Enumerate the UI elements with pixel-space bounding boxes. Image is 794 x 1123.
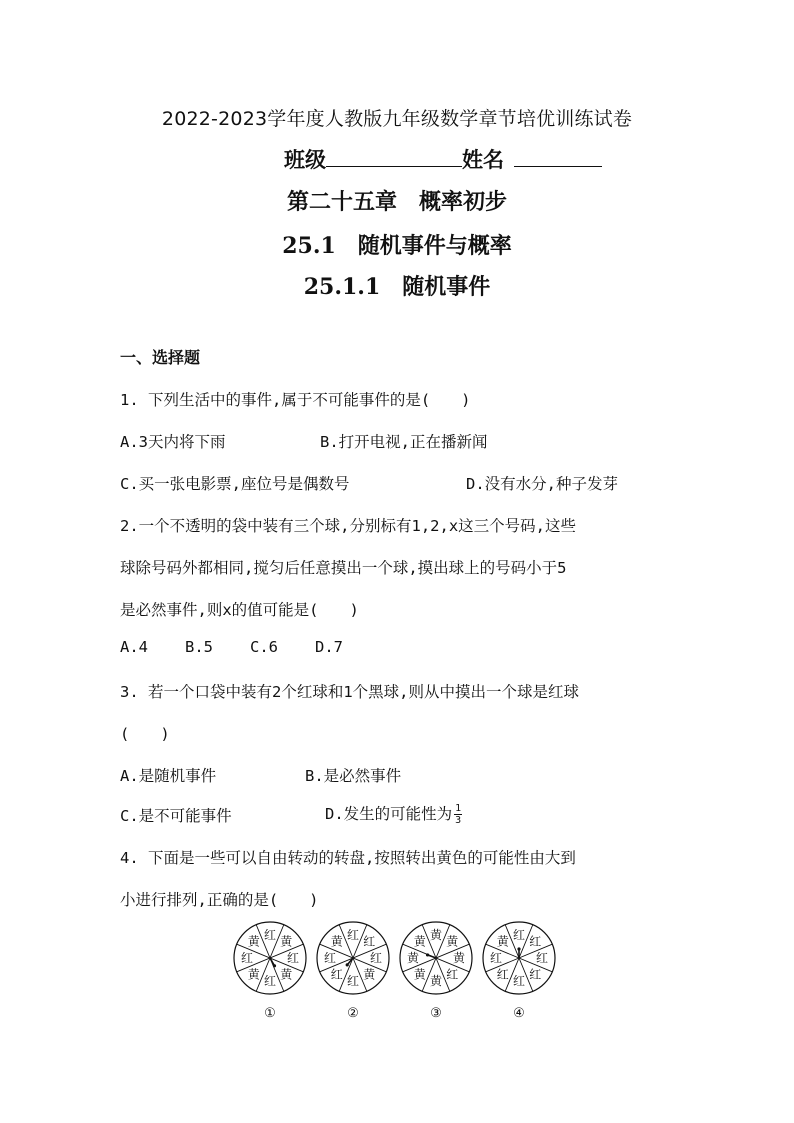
question-3-option-d-text: D.发生的可能性为 [325, 805, 453, 823]
question-3-stem-line-1: 3. 若一个口袋中装有2个红球和1个黑球,则从中摸出一个球是红球 [120, 683, 579, 701]
wheel-number-label: ② [347, 1006, 359, 1021]
section-title: 25.1 随机事件与概率 [282, 233, 512, 259]
section-label: 一、选择题 [120, 348, 201, 367]
wheel-sector-label: 黄 [429, 927, 443, 942]
wheel-sector-label: 红 [512, 927, 526, 942]
wheel-sector-label: 红 [363, 934, 376, 949]
question-3-option-a: A.是随机事件 [120, 767, 217, 785]
question-1-option-a: A.3天内将下雨 [120, 433, 226, 451]
question-2-option-c: C.6 [250, 638, 278, 656]
wheel-pointer-tip [426, 953, 429, 956]
wheel-sector-label: 红 [529, 934, 542, 949]
wheel-number-label: ③ [430, 1006, 442, 1021]
spinner-wheel-1 [234, 922, 306, 1021]
question-3-option-b: B.是必然事件 [305, 767, 402, 785]
question-3-option-d [325, 802, 462, 826]
subsection-title: 25.1.1 随机事件 [303, 274, 491, 300]
wheel-sector-label: 黄 [363, 967, 376, 982]
name-blank[interactable] [514, 148, 602, 167]
question-1-option-d: D.没有水分,种子发芽 [466, 475, 618, 493]
fraction-one-third [454, 803, 462, 826]
question-3-stem-line-2: ( ) [120, 725, 170, 743]
chapter-title: 第二十五章 概率初步 [286, 189, 507, 215]
question-2-option-a: A.4 [120, 638, 148, 656]
document-title: 2022-2023学年度人教版九年级数学章节培优训练试卷 [161, 108, 633, 130]
wheel-sector-label: 黄 [496, 934, 509, 949]
wheel-sector-label: 红 [330, 967, 343, 982]
wheel-number-label: ④ [513, 1006, 525, 1021]
wheel-sector-label: 红 [489, 951, 502, 965]
wheel-sector-label: 红 [346, 927, 360, 942]
wheel-sector-label: 黄 [413, 934, 426, 949]
wheel-sector-label: 红 [496, 967, 509, 982]
question-2-stem-line-1: 2.一个不透明的袋中装有三个球,分别标有1,2,x这三个号码,这些 [120, 517, 576, 535]
fraction-numerator: 1 [455, 803, 462, 814]
spinner-wheel-3 [400, 922, 472, 1021]
wheel-sector-label: 黄 [280, 934, 293, 949]
question-1-stem: 1. 下列生活中的事件,属于不可能事件的是( ) [120, 391, 471, 409]
question-2-option-d: D.7 [315, 638, 343, 656]
wheel-sector-label: 红 [536, 951, 549, 965]
wheel-sector-label: 红 [446, 967, 459, 982]
wheel-sector-label: 黄 [247, 934, 260, 949]
wheel-pointer-tip [346, 963, 349, 966]
question-4-stem-line-2: 小进行排列,正确的是( ) [120, 891, 319, 909]
wheel-sector-label: 红 [263, 974, 277, 989]
wheel-sector-label: 红 [346, 974, 360, 989]
wheel-sector-label: 黄 [330, 934, 343, 949]
question-1-option-c: C.买一张电影票,座位号是偶数号 [120, 475, 350, 493]
wheel-sector-label: 红 [240, 951, 253, 965]
question-4-stem-line-1: 4. 下面是一些可以自由转动的转盘,按照转出黄色的可能性由大到 [120, 849, 576, 867]
wheel-sector-label: 黄 [280, 967, 293, 982]
fraction-denominator: 3 [455, 815, 462, 826]
wheel-sector-label: 红 [370, 951, 383, 965]
wheel-sector-label: 红 [263, 927, 277, 942]
wheel-sector-label: 红 [323, 951, 336, 965]
class-label: 班级 [284, 148, 326, 172]
question-2-stem-line-3: 是必然事件,则x的值可能是( ) [120, 601, 359, 619]
spinner-wheels-svg [230, 918, 570, 1023]
wheel-sector-label: 黄 [413, 967, 426, 982]
wheel-sector-label: 黄 [429, 974, 443, 989]
wheel-number-label: ① [264, 1006, 276, 1021]
wheel-sector-label: 黄 [247, 967, 260, 982]
wheel-sector-label: 红 [512, 974, 526, 989]
wheel-sector-label: 黄 [446, 934, 459, 949]
wheel-pointer-tip [273, 964, 276, 967]
wheel-sector-label: 黄 [453, 951, 466, 965]
class-name-line [284, 144, 602, 174]
question-2-option-b: B.5 [185, 638, 213, 656]
spinner-wheel-2 [317, 922, 389, 1021]
question-1-option-b: B.打开电视,正在播新闻 [320, 433, 488, 451]
spinner-wheel-4 [483, 922, 555, 1021]
wheel-sector-label: 黄 [406, 951, 419, 965]
class-blank[interactable] [326, 148, 462, 167]
spinner-wheels-figure [230, 918, 570, 1027]
wheel-sector-label: 红 [287, 951, 300, 965]
question-3-option-c: C.是不可能事件 [120, 807, 232, 825]
wheel-pointer-tip [517, 947, 520, 950]
name-label: 姓名 [462, 148, 504, 172]
wheel-sector-label: 红 [529, 967, 542, 982]
question-2-stem-line-2: 球除号码外都相同,搅匀后任意摸出一个球,摸出球上的号码小于5 [120, 559, 567, 577]
